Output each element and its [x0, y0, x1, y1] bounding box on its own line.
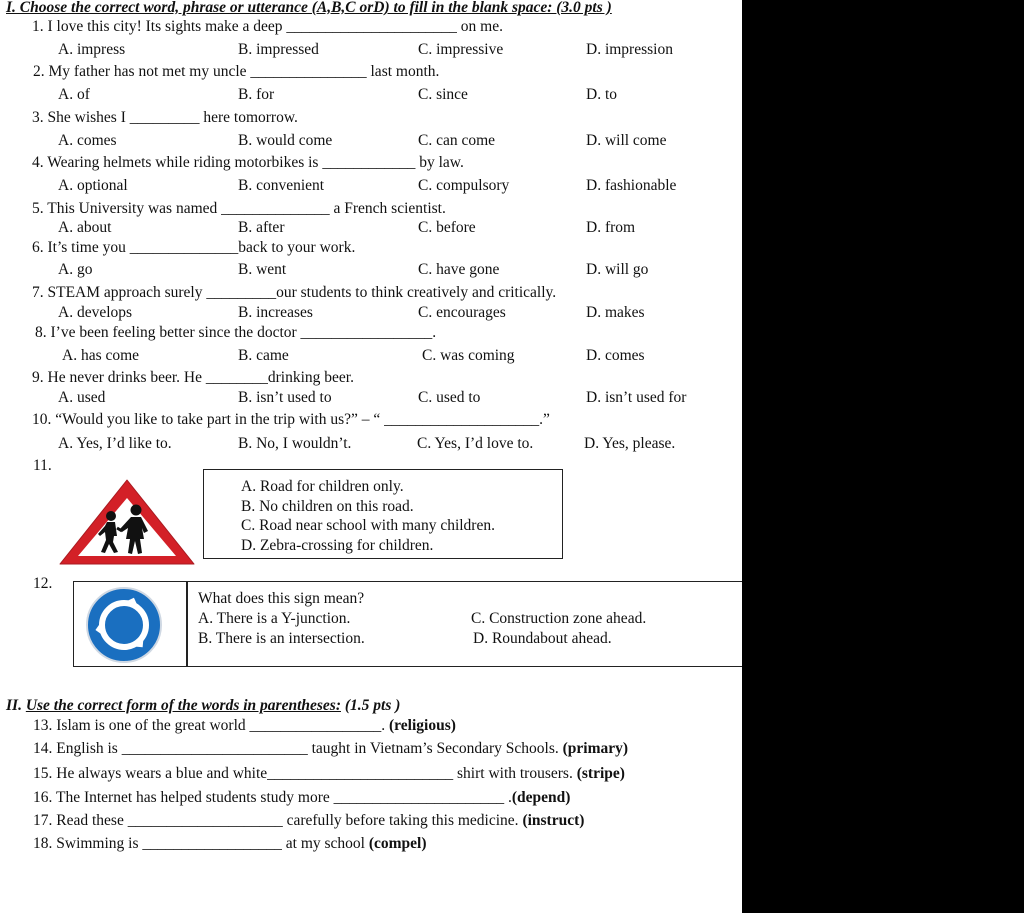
question-9-stem: 9. He never drinks beer. He ________drinking beer. [32, 369, 354, 386]
q11-option-a[interactable]: A. Road for children only. [241, 478, 404, 495]
q8-option-a[interactable]: A. has come [62, 347, 140, 364]
q12-table-divider [186, 581, 188, 667]
q3-option-d[interactable]: D. will come [586, 132, 667, 149]
question-5-stem: 5. This University was named ______________ a French scientist. [32, 200, 446, 217]
q9-option-a[interactable]: A. used [58, 389, 106, 406]
question-8-stem: 8. I’ve been feeling better since the doctor _________________. [35, 324, 437, 341]
q4-option-d[interactable]: D. fashionable [586, 177, 677, 194]
q7-option-a[interactable]: A. develops [58, 304, 133, 321]
q5-option-d[interactable]: D. from [586, 219, 636, 236]
question-14: 14. English is ________________________ taught in Vietnam’s Secondary Schools. (primary) [33, 740, 629, 757]
q6-option-b[interactable]: B. went [238, 261, 287, 278]
q3-option-c[interactable]: C. can come [418, 132, 496, 149]
q9-option-b[interactable]: B. isn’t used to [238, 389, 332, 406]
q2-option-a[interactable]: A. of [58, 86, 90, 103]
q3-option-a[interactable]: A. comes [58, 132, 117, 149]
question-17: 17. Read these ____________________ carefully before taking this medicine. (instruct) [33, 812, 585, 829]
children-crossing-sign-icon [56, 476, 198, 568]
section-2-title: II. Use the correct form of the words in parentheses: (1.5 pts ) [6, 697, 401, 714]
q8-option-c[interactable]: C. was coming [422, 347, 515, 364]
q2-option-d[interactable]: D. to [586, 86, 617, 103]
q9-option-d[interactable]: D. isn’t used for [586, 389, 687, 406]
question-7-stem: 7. STEAM approach surely _________our students to think creatively and critically. [32, 284, 557, 301]
q12-option-b[interactable]: B. There is an intersection. [198, 630, 365, 647]
q7-option-b[interactable]: B. increases [238, 304, 313, 321]
q5-option-b[interactable]: B. after [238, 219, 285, 236]
q1-option-b[interactable]: B. impressed [238, 41, 319, 58]
q12-option-c[interactable]: C. Construction zone ahead. [471, 610, 647, 627]
q12-question: What does this sign mean? [198, 590, 365, 607]
q5-option-a[interactable]: A. about [58, 219, 112, 236]
q5-option-c[interactable]: C. before [418, 219, 476, 236]
question-18: 18. Swimming is __________________ at my school (compel) [33, 835, 427, 852]
question-12-number: 12. [33, 575, 53, 592]
question-2-stem: 2. My father has not met my uncle _______________ last month. [33, 63, 440, 80]
roundabout-sign-icon [84, 586, 164, 664]
question-11-number: 11. [33, 457, 52, 474]
q6-option-a[interactable]: A. go [58, 261, 93, 278]
question-3-stem: 3. She wishes I _________ here tomorrow. [32, 109, 298, 126]
q11-option-c[interactable]: C. Road near school with many children. [241, 517, 495, 534]
q4-option-a[interactable]: A. optional [58, 177, 128, 194]
q1-option-c[interactable]: C. impressive [418, 41, 504, 58]
q7-option-d[interactable]: D. makes [586, 304, 645, 321]
q11-option-d[interactable]: D. Zebra-crossing for children. [241, 537, 434, 554]
question-1-stem: 1. I love this city! Its sights make a deep ______________________ on me. [32, 18, 503, 35]
q1-option-d[interactable]: D. impression [586, 41, 673, 58]
q8-option-d[interactable]: D. comes [586, 347, 645, 364]
q8-option-b[interactable]: B. came [238, 347, 289, 364]
q6-option-d[interactable]: D. will go [586, 261, 649, 278]
q2-option-b[interactable]: B. for [238, 86, 275, 103]
question-10-stem: 10. “Would you like to take part in the trip with us?” – “ ____________________.” [32, 411, 550, 428]
q4-option-b[interactable]: B. convenient [238, 177, 325, 194]
q6-option-c[interactable]: C. have gone [418, 261, 500, 278]
question-6-stem: 6. It’s time you ______________back to your work. [32, 239, 356, 256]
q12-option-d[interactable]: D. Roundabout ahead. [473, 630, 612, 647]
q10-option-d[interactable]: D. Yes, please. [584, 435, 676, 452]
question-16: 16. The Internet has helped students study more ______________________ .(depend) [33, 789, 571, 806]
q11-option-b[interactable]: B. No children on this road. [241, 498, 414, 515]
q10-option-c[interactable]: C. Yes, I’d love to. [417, 435, 534, 452]
question-13: 13. Islam is one of the great world _________________. (religious) [33, 717, 456, 734]
q4-option-c[interactable]: C. compulsory [418, 177, 510, 194]
section-1-title: I. Choose the correct word, phrase or utterance (A,B,C orD) to fill in the blank space: (3.0 pts ) [6, 0, 612, 16]
q7-option-c[interactable]: C. encourages [418, 304, 506, 321]
q10-option-b[interactable]: B. No, I wouldn’t. [238, 435, 352, 452]
q10-option-a[interactable]: A. Yes, I’d like to. [58, 435, 172, 452]
q9-option-c[interactable]: C. used to [418, 389, 481, 406]
question-4-stem: 4. Wearing helmets while riding motorbikes is ____________ by law. [32, 154, 464, 171]
q12-option-a[interactable]: A. There is a Y-junction. [198, 610, 351, 627]
q1-option-a[interactable]: A. impress [58, 41, 126, 58]
q2-option-c[interactable]: C. since [418, 86, 468, 103]
q3-option-b[interactable]: B. would come [238, 132, 333, 149]
question-15: 15. He always wears a blue and white________________________ shirt with trousers. (stripe) [33, 765, 625, 782]
